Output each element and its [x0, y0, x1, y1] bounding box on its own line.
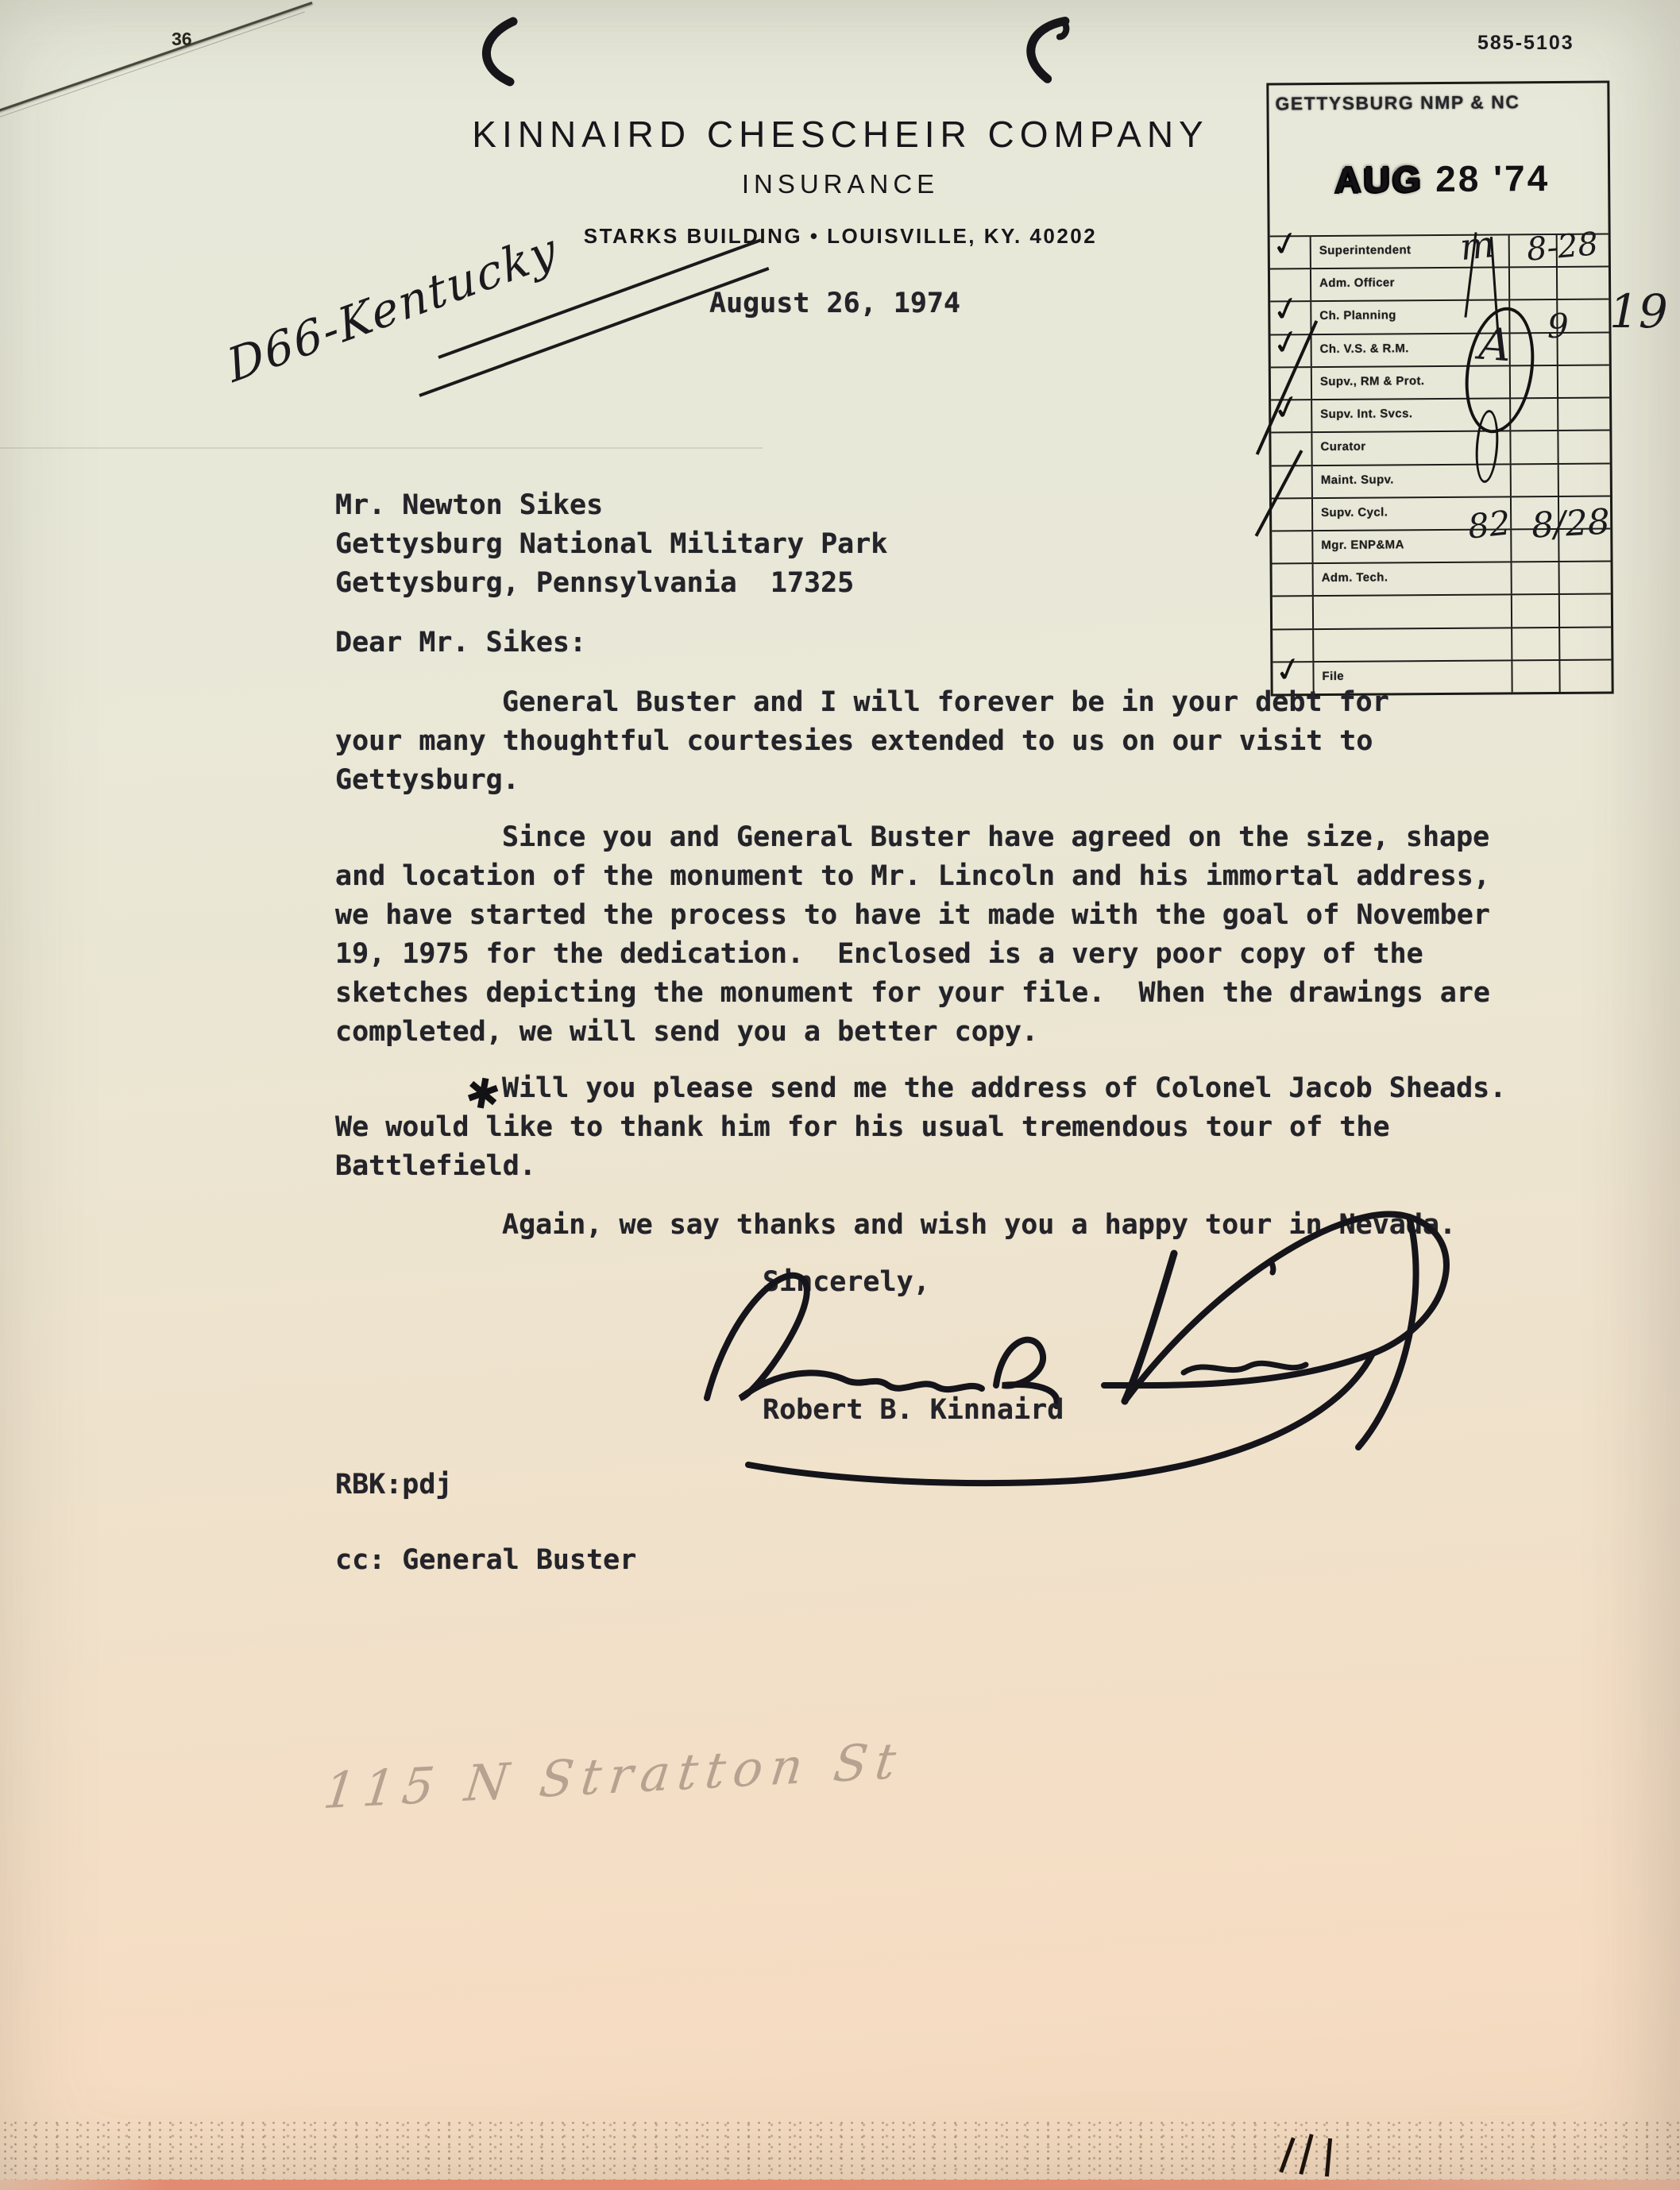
routing-row — [1270, 266, 1609, 301]
closing: Sincerely, — [763, 1266, 930, 1298]
routing-row — [1273, 626, 1611, 661]
routing-label: Curator — [1312, 432, 1511, 465]
pencil-address-note: 115 N Stratton St — [320, 1731, 907, 1821]
note-planning-date-big: 19 — [1609, 284, 1668, 338]
routing-initials-cell — [1512, 628, 1560, 660]
check-mark: ✓ — [1268, 319, 1304, 365]
text-line: Gettysburg. — [335, 764, 519, 796]
text-line: we have started the process to have it made with the goal of November — [335, 899, 1490, 931]
routing-date-cell — [1559, 464, 1610, 496]
routing-label — [1314, 628, 1512, 661]
check-mark: ✓ — [1269, 385, 1305, 430]
received-routing-stamp — [1266, 81, 1613, 697]
text-line: Gettysburg, Pennsylvania 17325 — [335, 567, 855, 599]
signature-flourish — [659, 1185, 1557, 1519]
note-planning-initials: A — [1477, 318, 1513, 373]
text-line: Gettysburg National Military Park — [335, 528, 888, 560]
signature-typed-name: Robert B. Kinnaird — [763, 1394, 1064, 1426]
text-line: Again, we say thanks and wish you a happy tour in Nevada. — [502, 1209, 1457, 1241]
routing-label: Mgr. ENP&MA — [1313, 530, 1512, 562]
paragraph — [335, 1069, 1506, 1186]
routing-table — [1267, 222, 1612, 694]
staple-crescent-mark-left — [470, 14, 527, 91]
note-planning-day: 9 — [1547, 307, 1569, 346]
scan-noise-band — [0, 2119, 1680, 2180]
note-intsvcs-date: 8/28 — [1530, 501, 1612, 547]
recipient-address-block — [335, 486, 887, 603]
routing-label: Adm. Officer — [1311, 268, 1510, 301]
routing-label: Ch. V.S. & R.M. — [1312, 334, 1511, 366]
letterhead — [324, 113, 1357, 249]
text-line: and location of the monument to Mr. Lincoln and his immortal address, — [335, 860, 1490, 892]
corner-page-number: 36 — [172, 29, 192, 49]
routing-checkbox-cell — [1273, 597, 1314, 629]
routing-initials-cell — [1512, 595, 1560, 627]
routing-label — [1314, 596, 1512, 628]
text-line: Since you and General Buster have agreed on the size, shape — [502, 821, 1490, 853]
routing-date-cell — [1558, 365, 1609, 397]
company-name: KINNAIRD CHESCHEIR COMPANY — [472, 114, 1209, 155]
text-line: General Buster and I will forever be in your debt for — [502, 686, 1389, 718]
text-line: your many thoughtful courtesies extended to us on our visit to — [335, 725, 1373, 757]
routing-checkbox-cell — [1267, 222, 1311, 268]
routing-row — [1269, 385, 1609, 432]
routing-initials-cell — [1512, 562, 1560, 594]
routing-row — [1271, 364, 1609, 399]
routing-label: Ch. Planning — [1311, 301, 1510, 334]
paragraph — [335, 818, 1490, 1052]
routing-label: Superintendent — [1311, 235, 1510, 268]
text-line: completed, we will send you a better copy. — [335, 1016, 1039, 1048]
cc-line: cc: General Buster — [335, 1544, 637, 1576]
salutation: Dear Mr. Sikes: — [335, 627, 587, 659]
routing-label: File — [1314, 661, 1512, 693]
text-line: Mr. Newton Sikes — [335, 489, 604, 521]
check-mark: ✓ — [1270, 647, 1307, 692]
text-line: Battlefield. — [335, 1150, 536, 1182]
routing-row — [1272, 462, 1610, 497]
handwritten-asterisk: ✱ — [462, 1068, 504, 1122]
routing-label: Supv. Cycl. — [1313, 497, 1512, 530]
note-superintendent-date: 8-28 — [1525, 226, 1600, 268]
paper-crease-line — [0, 2, 312, 114]
form-number: 585-5103 — [1477, 32, 1574, 54]
text-line: We would like to thank him for his usual tremendous tour of the — [335, 1111, 1390, 1143]
routing-initials-cell — [1510, 268, 1558, 299]
routing-date-cell — [1560, 660, 1611, 692]
paper-crease-shadow — [0, 12, 305, 118]
routing-date-cell — [1560, 595, 1611, 627]
stamp-date-month: AUG — [1334, 158, 1423, 200]
routing-checkbox-cell — [1272, 499, 1313, 531]
routing-date-cell — [1558, 431, 1609, 463]
staple-crescent-mark-right — [1006, 4, 1080, 92]
check-mark: ✓ — [1268, 287, 1304, 331]
routing-label: Adm. Tech. — [1314, 563, 1512, 596]
routing-label: Supv. Int. Svcs. — [1312, 399, 1511, 431]
stamp-date-day-year: 28 '74 — [1435, 157, 1551, 200]
routing-row — [1271, 430, 1609, 465]
company-address: STARKS BUILDING • LOUISVILLE, KY. 40202 — [583, 224, 1098, 248]
text-line: Will you please send me the address of Colonel Jacob Sheads. — [502, 1072, 1507, 1104]
letter-date: August 26, 1974 — [709, 288, 961, 319]
check-mark: ✓ — [1267, 222, 1303, 266]
company-tagline: INSURANCE — [741, 169, 940, 199]
routing-row — [1273, 561, 1611, 596]
reference-initials: RBK:pdj — [335, 1469, 453, 1501]
routing-checkbox-cell — [1271, 433, 1312, 465]
note-intsvcs-initials: 82 — [1466, 503, 1512, 547]
routing-date-cell — [1560, 628, 1611, 659]
routing-checkbox-cell — [1272, 531, 1313, 563]
routing-date-cell — [1558, 268, 1609, 299]
routing-initials-cell — [1512, 661, 1560, 693]
routing-initials-cell — [1511, 431, 1558, 463]
routing-label: Supv., RM & Prot. — [1312, 366, 1511, 399]
text-line: sketches depicting the monument for your file. When the drawings are — [335, 977, 1490, 1009]
note-superintendent-initials: m — [1458, 222, 1497, 269]
routing-checkbox-cell — [1273, 564, 1314, 596]
bottom-edge-strip — [0, 2180, 1680, 2190]
stamp-received-date — [1334, 156, 1550, 201]
routing-date-cell — [1558, 399, 1609, 431]
routing-row — [1273, 593, 1611, 628]
text-line: 19, 1975 for the dedication. Enclosed is a very poor copy of the — [335, 938, 1423, 970]
horizontal-crease — [0, 447, 763, 449]
paragraph — [335, 683, 1389, 800]
routing-initials-cell — [1512, 464, 1559, 496]
routing-date-cell — [1560, 562, 1611, 594]
routing-label: Maint. Supv. — [1313, 465, 1512, 497]
stamp-office-name: GETTYSBURG NMP & NC — [1275, 91, 1520, 114]
handwritten-file-code: D66-Kentucky — [222, 221, 563, 394]
